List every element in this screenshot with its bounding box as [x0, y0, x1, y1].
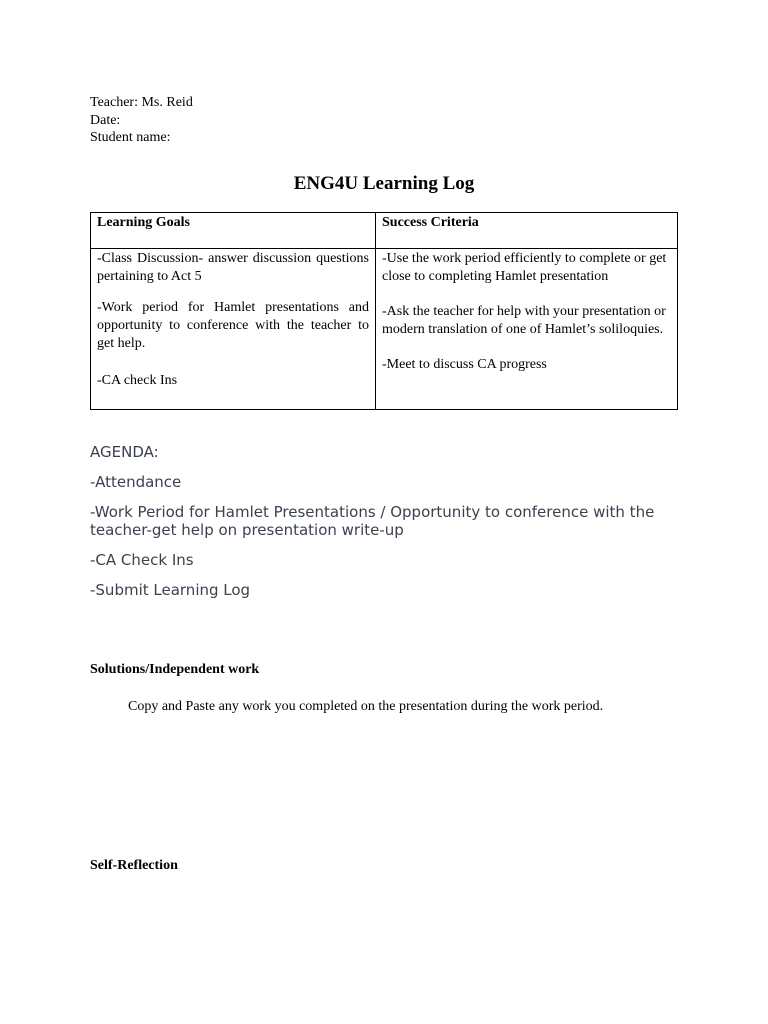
criteria-item: -Ask the teacher for help with your presentation or modern translation of one of Hamlet’s soliloquies. [382, 303, 666, 337]
self-reflection-heading: Self-Reflection [90, 857, 178, 873]
document-page [90, 94, 678, 875]
learning-goals-header: Learning Goals [91, 212, 376, 248]
goal-item: -Class Discussion- answer discussion questions pertaining to Act 5 [97, 250, 369, 284]
date-line: Date: [90, 112, 121, 128]
success-criteria-header: Success Criteria [376, 212, 678, 248]
agenda-heading: AGENDA: [90, 442, 159, 461]
solutions-heading: Solutions/Independent work [90, 661, 260, 677]
success-criteria-cell [376, 248, 678, 409]
learning-log-table [90, 212, 678, 410]
agenda-section [90, 443, 678, 599]
criteria-item: -Use the work period efficiently to complete or get close to completing Hamlet presentation [382, 250, 667, 284]
student-name-line: Student name: [90, 130, 171, 145]
teacher-line: Teacher: Ms. Reid [90, 95, 193, 110]
agenda-item: -Work Period for Hamlet Presentations / Opportunity to conference with the teacher-get help on presentation write-up [90, 502, 655, 539]
solutions-instruction: Copy and Paste any work you completed on the presentation during the work period. [128, 698, 604, 714]
table-header-row [91, 212, 678, 248]
header-info [90, 94, 678, 147]
goal-item: -Work period for Hamlet presentations and opportunity to conference with the teacher to get help. [97, 299, 369, 351]
criteria-item: -Meet to discuss CA progress [382, 356, 547, 372]
agenda-item: -CA Check Ins [90, 550, 194, 569]
learning-goals-cell [91, 248, 376, 409]
agenda-item: -Submit Learning Log [90, 580, 251, 599]
goal-item: -CA check Ins [97, 372, 178, 388]
agenda-item: -Attendance [90, 472, 182, 491]
document-title: ENG4U Learning Log [293, 172, 475, 194]
table-row [91, 248, 678, 409]
